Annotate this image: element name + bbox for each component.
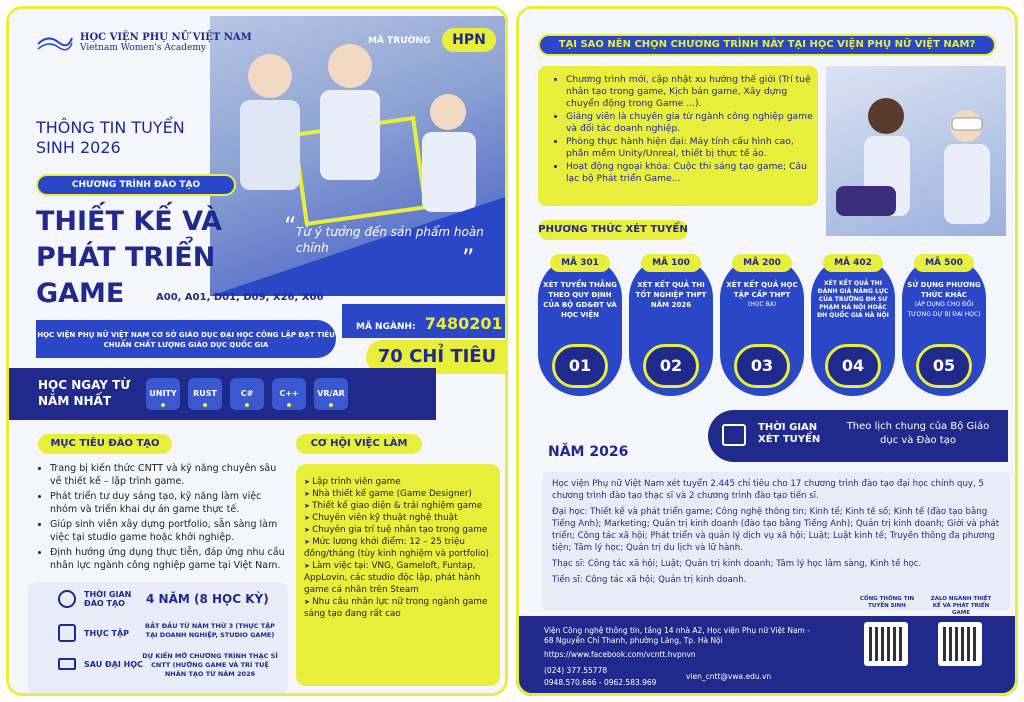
page-border xyxy=(516,6,1018,696)
list-item: ➤ Làm việc tại: VNG, Gameloft, Funtap, AppLovin, các studio độc lập, phát hành game cá nhân trên Steam xyxy=(304,560,498,596)
thoi-gian-label: THỜI GIAN ĐÀO TẠO xyxy=(84,590,132,608)
thuc-tap-value: BẮT ĐẦU TỪ NĂM THỨ 3 (THỰC TẬP TẠI DOANH NGHIỆP, STUDIO GAME) xyxy=(145,622,275,639)
method-code: MÃ 500 xyxy=(914,254,974,272)
quote-close-icon: ” xyxy=(462,244,475,272)
list-item: • Giúp sinh viên xây dựng portfolio, sẵn sàng làm việc tại studio game hoặc khởi nghiệp. xyxy=(50,518,288,544)
paragraph: Đại học: Thiết kế và phát triển game; Công nghệ thông tin; Kinh tế; Kinh tế số; Kinh tế (đào tạo bằng Tiếng Anh); Marketing; Quản trị kinh doanh (đào tạo bằng Tiếng Anh); Quản trị kinh doanh; Giới và phát triển; Công tác xã hội; Phát triển và quản lý dịch vụ xã hội; Luật; Luật kinh tế; Truyền thông đa phương tiện; Tâm lý học; Quản trị du lịch và lữ hành. xyxy=(552,507,1000,553)
list-item: • Trang bị kiến thức CNTT và kỹ năng chuyên sâu về thiết kế – lập trình game. xyxy=(50,462,288,488)
ma-nganh-value: 7480201 xyxy=(424,314,503,333)
method-number: 04 xyxy=(825,344,881,388)
method-code: MÃ 200 xyxy=(732,254,792,272)
hoc-ngay-text: HỌC NGAY TỪ NĂM NHẤT xyxy=(38,378,131,408)
thoi-gian-xt-value: Theo lịch chung của Bộ Giáo dục và Đào tạo xyxy=(846,421,990,446)
email-link[interactable]: vien_cntt@vwa.edu.vn xyxy=(686,672,772,681)
qr2-label: ZALO NGÀNH THIẾT KẾ VÀ PHÁT TRIỂN GAME xyxy=(930,596,992,616)
logo-title: HỌC VIỆN PHỤ NỮ VIỆT NAM xyxy=(80,31,252,43)
method-desc-text: XÉT KẾT QUẢ HỌC TẬP CẤP THPT xyxy=(726,281,798,299)
list-item: • Định hướng ứng dụng thực tiễn, đáp ứng nhu cầu nhân lực ngành công nghiệp game tại Việt Nam. xyxy=(50,546,288,572)
list-item: ➤ Nhu cầu nhân lực nữ trong ngành game sáng tạo đang rất cao xyxy=(304,596,498,620)
method-number: 02 xyxy=(643,344,699,388)
sau-dh-label: SAU ĐẠI HỌC xyxy=(84,659,144,669)
list-item: ➤ Lập trình viên game xyxy=(304,476,498,488)
quote-open-icon: “ xyxy=(284,212,297,240)
list-item: • Chương trình mới, cập nhật xu hướng thế giới (Trí tuệ nhân tạo trong game, Kịch bản game, Xây dựng chuyển động trong Game ...). xyxy=(566,74,816,110)
subject-codes: A00, A01, D01, D09, X26, X06 xyxy=(156,292,324,303)
list-item: • Hoạt động ngoại khóa: Cuộc thi sáng tạo game; Câu lạc bộ Phát triển Game... xyxy=(566,161,816,185)
method-code: MÃ 301 xyxy=(550,254,610,272)
muc-tieu-heading: MỤC TIÊU ĐÀO TẠO xyxy=(38,434,172,454)
method-desc-text: XÉT KẾT QUẢ THI TỐT NGHIỆP THPT NĂM 2026 xyxy=(635,281,707,309)
phuong-thuc-heading: PHƯƠNG THỨC XÉT TUYỂN xyxy=(538,220,688,240)
tag-unity: UNITY xyxy=(146,378,180,410)
list-item: • Phát triển tư duy sáng tạo, kỹ năng làm việc nhóm và triển khai dự án game thực tế. xyxy=(50,490,288,516)
thong-tin-heading: THÔNG TIN TUYỂN SINH 2026 xyxy=(36,118,185,157)
method-desc-text: XÉT TUYỂN THẲNG THEO QUY ĐỊNH CỦA BỘ GD&ĐT VÀ HỌC VIỆN xyxy=(543,281,617,319)
chi-tieu-badge: 70 CHỈ TIÊU xyxy=(366,340,508,374)
tag-cpp: C++ xyxy=(272,378,306,410)
method-number: 01 xyxy=(552,344,608,388)
method-sub: (ÁP DỤNG CHO ĐỐI TƯỢNG DỰ BỊ ĐẠI HỌC) xyxy=(907,301,981,318)
accreditation-bar: HỌC VIỆN PHỤ NỮ VIỆT NAM CƠ SỞ GIÁO DỤC ĐẠI HỌC CÔNG LẬP ĐẠT TIÊU CHUẨN CHẤT LƯỢNG GIÁO DỤC QUỐC GIA xyxy=(36,320,336,358)
list-item: ➤ Mức lương khởi điểm: 12 – 25 triệu đồng/tháng (tùy kinh nghiệm và portfolio) xyxy=(304,536,498,560)
program-badge: CHƯƠNG TRÌNH ĐÀO TẠO xyxy=(36,174,236,196)
facebook-link[interactable]: https://www.facebook.com/vcntt.hvpnvn xyxy=(544,650,696,659)
method-code: MÃ 100 xyxy=(641,254,701,272)
why-heading: TẠI SAO NÊN CHỌN CHƯƠNG TRÌNH NÀY TẠI HỌC VIỆN PHỤ NỮ VIỆT NAM? xyxy=(538,34,996,56)
thuc-tap-label: THỰC TẬP xyxy=(84,628,130,638)
list-item: • Phòng thực hành hiện đại: Máy tính cấu hình cao, phần mềm Unity/Unreal, thiết bị thực tế ảo. xyxy=(566,136,816,160)
list-item: ➤ Thiết kế giao diện & trải nghiệm game xyxy=(304,500,498,512)
method-code: MÃ 402 xyxy=(823,254,883,272)
address-text: Viện Công nghệ thông tin, tầng 14 nhà A2, Học viện Phụ nữ Việt Nam - 68 Nguyễn Chí Thanh, phường Láng, Tp. Hà Nội xyxy=(544,626,810,645)
list-item: ➤ Chuyên viên kỹ thuật nghệ thuật xyxy=(304,512,498,524)
method-number: 03 xyxy=(734,344,790,388)
ma-nganh-label: MÃ NGÀNH: xyxy=(356,322,416,332)
tag-rust: RUST xyxy=(188,378,222,410)
method-desc-text: SỬ DỤNG PHƯƠNG THỨC KHÁC xyxy=(907,281,981,299)
paragraph: Thạc sĩ: Công tác xã hội; Luật; Quản trị kinh doanh; Tâm lý học lâm sàng, Kinh tế học. xyxy=(552,559,922,569)
phone-2: 0948.570.666 - 0962.583.969 xyxy=(544,678,657,687)
tag-vrar: VR/AR xyxy=(314,378,348,410)
list-item: ➤ Nhà thiết kế game (Game Designer) xyxy=(304,488,498,500)
logo-subtitle: Vietnam Women's Academy xyxy=(80,42,206,53)
quote-text: Từ ý tưởng đến sản phẩm hoàn chỉnh xyxy=(296,225,484,255)
co-hoi-heading: CƠ HỘI VIỆC LÀM xyxy=(296,434,422,454)
list-item: • Giảng viên là chuyên gia từ ngành công nghiệp game và đối tác doanh nghiệp. xyxy=(566,111,816,135)
right-page xyxy=(516,6,1018,696)
tag-csharp: C# xyxy=(230,378,264,410)
qr1-label: CỔNG THÔNG TIN TUYỂN SINH xyxy=(859,596,915,609)
program-title: THIẾT KẾ VÀ PHÁT TRIỂN GAME xyxy=(36,206,223,309)
list-item: ➤ Chuyên gia trí tuệ nhân tạo trong game xyxy=(304,524,498,536)
thoi-gian-value: 4 NĂM (8 HỌC KỲ) xyxy=(146,592,269,606)
paragraph: Tiến sĩ: Công tác xã hội; Quản trị kinh doanh. xyxy=(552,575,747,585)
method-sub: (HỌC BẠ) xyxy=(747,301,777,308)
sau-dh-value: DỰ KIẾN MỞ CHƯƠNG TRÌNH THẠC SĨ CNTT (HƯỚNG GAME VÀ TRÍ TUỆ NHÂN TẠO TỪ NĂM 2026 xyxy=(142,652,278,678)
ma-truong-badge: HPN xyxy=(442,28,496,52)
year-heading: NĂM 2026 xyxy=(548,444,629,460)
thoi-gian-xt-label: THỜI GIAN XÉT TUYỂN xyxy=(758,422,821,445)
ma-truong-label: MÃ TRƯỜNG xyxy=(368,36,431,46)
paragraph: Học viện Phụ nữ Việt Nam xét tuyển 2.445 chỉ tiêu cho 17 chương trình đào tạo đại học chính quy, 5 chương trình đào tạo thạc sĩ và 2 chương trình đào tạo tiến sĩ. xyxy=(552,479,984,501)
page-border xyxy=(6,6,508,696)
phone-1: (024) 377.55778 xyxy=(544,666,608,675)
method-number: 05 xyxy=(916,344,972,388)
method-desc-text: XÉT KẾT QUẢ THI ĐÁNH GIÁ NĂNG LỰC CỦA TRƯỜNG ĐH SƯ PHẠM HÀ NỘI HOẶC ĐH QUỐC GIA HÀ NỘI xyxy=(817,280,889,319)
left-page xyxy=(6,6,508,696)
